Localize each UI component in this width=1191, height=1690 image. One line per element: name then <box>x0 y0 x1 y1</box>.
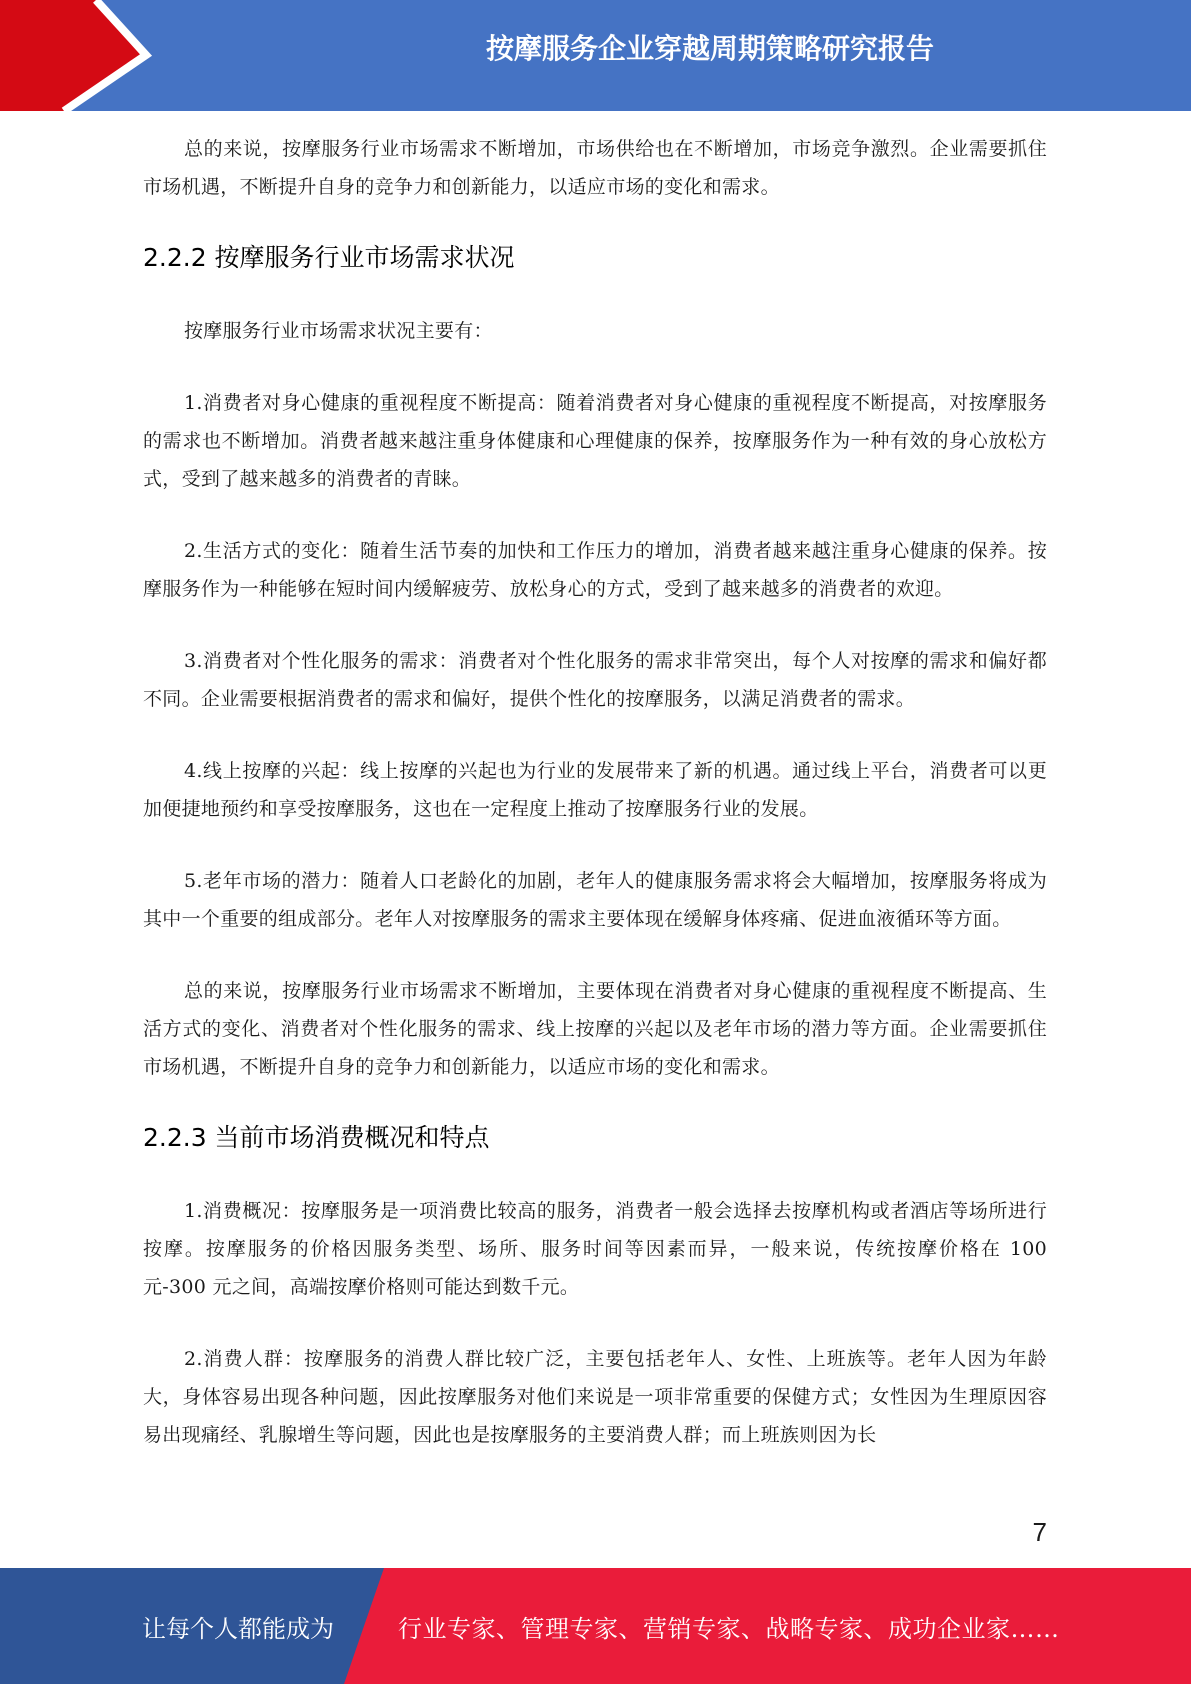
paragraph: 按摩服务行业市场需求状况主要有： <box>184 320 493 342</box>
page-header <box>0 0 1191 111</box>
list-item-paragraph: 1.消费者对身心健康的重视程度不断提高：随着消费者对身心健康的重视程度不断提高，对按摩服务的需求也不断增加。消费者越来越注重身体健康和心理健康的保养，按摩服务作为一种有效的身心放松方式，受到了越来越多的消费者的青睐。 <box>143 392 1047 490</box>
paragraph: 总的来说，按摩服务行业市场需求不断增加，市场供给也在不断增加，市场竞争激烈。企业需要抓住市场机遇，不断提升自身的竞争力和创新能力，以适应市场的变化和需求。 <box>143 138 1047 198</box>
header-chevron-decoration <box>0 0 160 111</box>
document-body <box>143 130 1047 1488</box>
list-item-paragraph: 1.消费概况：按摩服务是一项消费比较高的服务，消费者一般会选择去按摩机构或者酒店等场所进行按摩。按摩服务的价格因服务类型、场所、服务时间等因素而异，一般来说，传统按摩价格在 100 元-300 元之间，高端按摩价格则可能达到数千元。 <box>143 1200 1047 1298</box>
section-heading-2-2-2: 2.2.2 按摩服务行业市场需求状况 <box>143 243 515 272</box>
footer-slogan: 让每个人都能成为 <box>142 1615 334 1643</box>
footer-tagline: 行业专家、管理专家、营销专家、战略专家、成功企业家…… <box>398 1615 1060 1643</box>
document-title: 按摩服务企业穿越周期策略研究报告 <box>485 32 934 65</box>
list-item-paragraph: 3.消费者对个性化服务的需求：消费者对个性化服务的需求非常突出，每个人对按摩的需求和偏好都不同。企业需要根据消费者的需求和偏好，提供个性化的按摩服务，以满足消费者的需求。 <box>143 650 1047 710</box>
section-heading-2-2-3: 2.2.3 当前市场消费概况和特点 <box>143 1123 490 1152</box>
list-item-paragraph: 2.生活方式的变化：随着生活节奏的加快和工作压力的增加，消费者越来越注重身心健康的保养。按摩服务作为一种能够在短时间内缓解疲劳、放松身心的方式，受到了越来越多的消费者的欢迎。 <box>143 540 1047 600</box>
list-item-paragraph: 2.消费人群：按摩服务的消费人群比较广泛，主要包括老年人、女性、上班族等。老年人因为年龄大，身体容易出现各种问题，因此按摩服务对他们来说是一项非常重要的保健方式；女性因为生理原因容易出现痛经、乳腺增生等问题，因此也是按摩服务的主要消费人群；而上班族则因为长 <box>143 1348 1047 1446</box>
paragraph: 总的来说，按摩服务行业市场需求不断增加，主要体现在消费者对身心健康的重视程度不断提高、生活方式的变化、消费者对个性化服务的需求、线上按摩的兴起以及老年市场的潜力等方面。企业需要抓住市场机遇，不断提升自身的竞争力和创新能力，以适应市场的变化和需求。 <box>143 980 1047 1078</box>
list-item-paragraph: 5.老年市场的潜力：随着人口老龄化的加剧，老年人的健康服务需求将会大幅增加，按摩服务将成为其中一个重要的组成部分。老年人对按摩服务的需求主要体现在缓解身体疼痛、促进血液循环等方面。 <box>143 870 1047 930</box>
page-number: 7 <box>1032 1517 1047 1547</box>
list-item-paragraph: 4.线上按摩的兴起：线上按摩的兴起也为行业的发展带来了新的机遇。通过线上平台，消费者可以更加便捷地预约和享受按摩服务，这也在一定程度上推动了按摩服务行业的发展。 <box>143 760 1047 820</box>
page-footer <box>0 1568 1191 1684</box>
